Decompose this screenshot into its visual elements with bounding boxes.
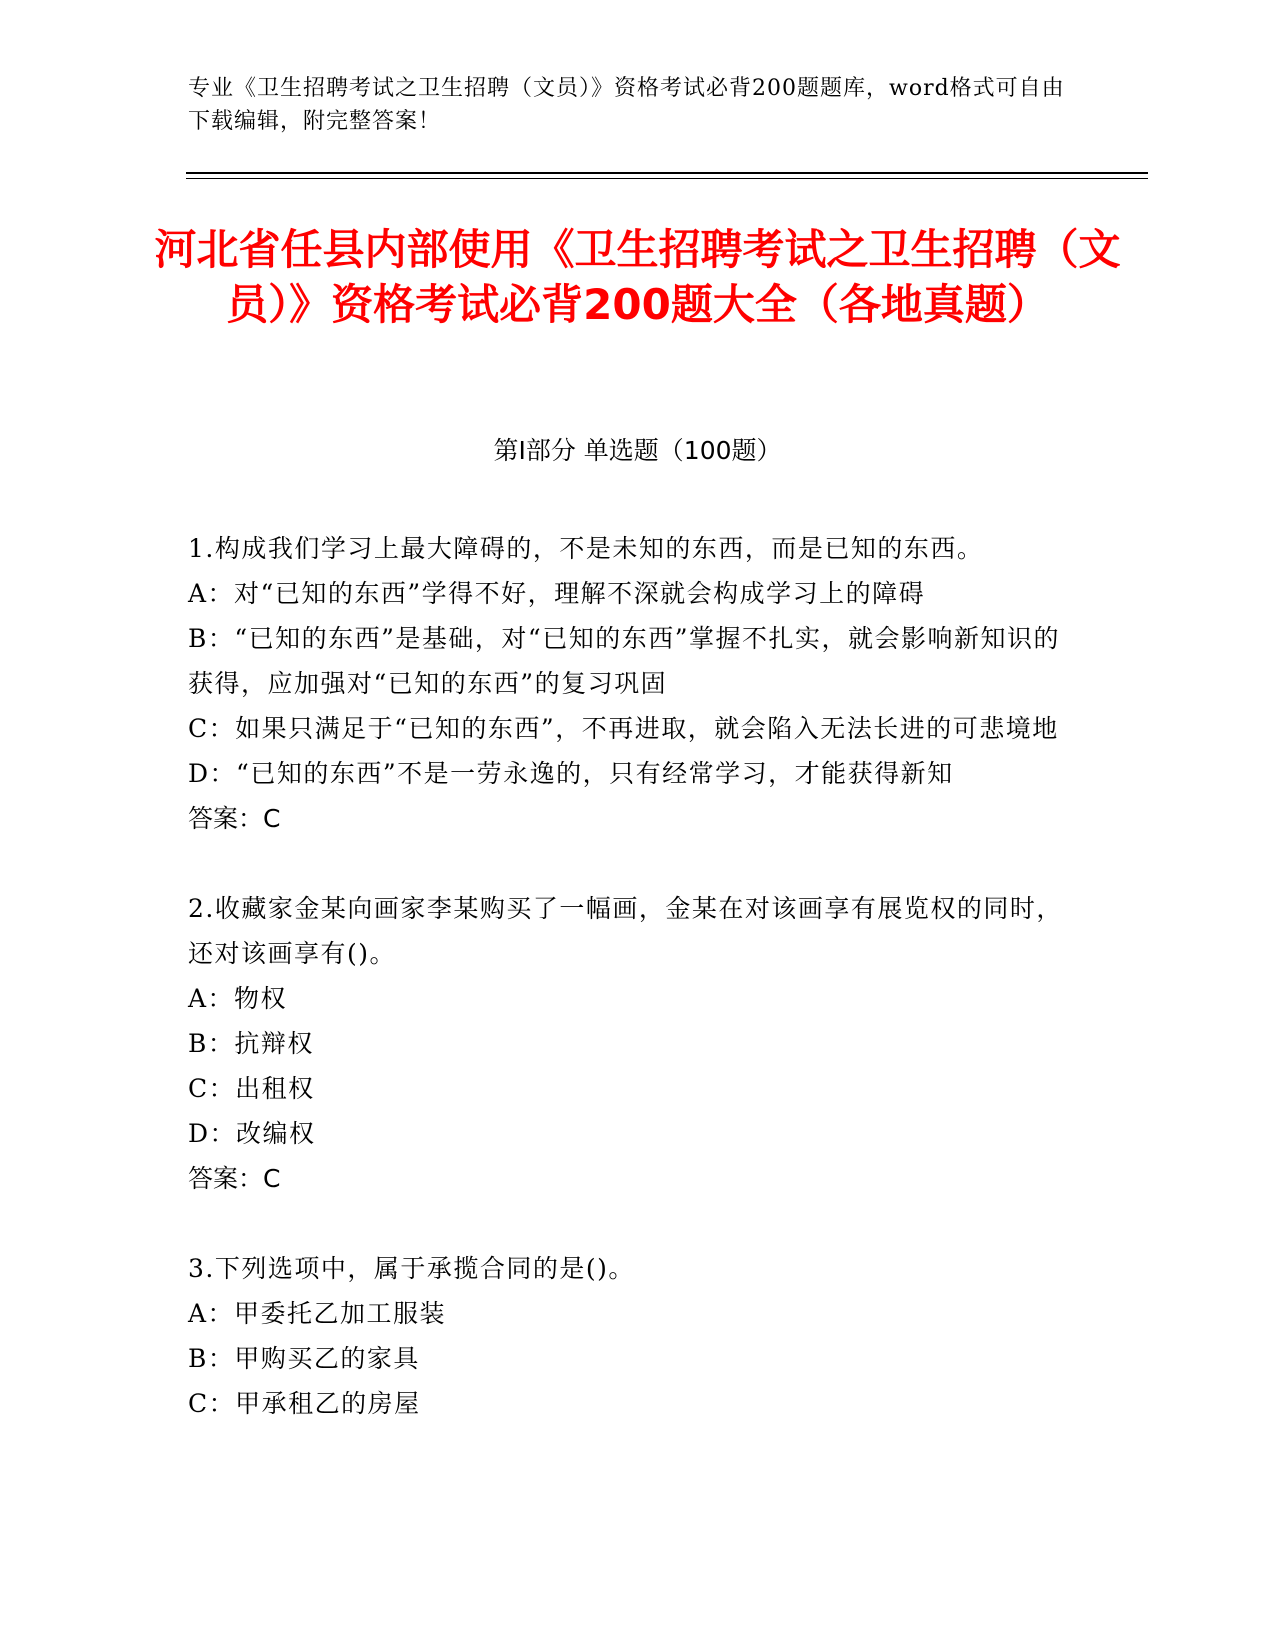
question-list [188, 526, 1068, 1471]
header-divider-thick [186, 172, 1148, 174]
question-stem: 3.下列选项中，属于承揽合同的是()。 [188, 1254, 635, 1283]
question-2 [188, 886, 1068, 1201]
question-1 [188, 526, 1068, 841]
option-b: B：抗辩权 [188, 1029, 314, 1058]
question-3 [188, 1246, 1068, 1426]
answer-line: 答案：C [188, 804, 281, 833]
option-d: D：改编权 [188, 1119, 316, 1148]
header-divider-thin [186, 178, 1148, 179]
header-note: 专业《卫生招聘考试之卫生招聘（文员）》资格考试必背200题题库，word格式可自由下载编辑，附完整答案！ [188, 76, 1065, 134]
question-stem: 1.构成我们学习上最大障碍的，不是未知的东西，而是已知的东西。 [188, 534, 984, 563]
document-title: 河北省任县内部使用《卫生招聘考试之卫生招聘（文员）》资格考试必背200题大全（各地真题） [154, 225, 1121, 329]
option-c: C：甲承租乙的房屋 [188, 1389, 421, 1418]
option-a: A：物权 [188, 984, 288, 1013]
option-b: B：甲购买乙的家具 [188, 1344, 420, 1373]
option-d: D：“已知的东西”不是一劳永逸的，只有经常学习，才能获得新知 [188, 759, 954, 788]
answer-line: 答案：C [188, 1164, 281, 1193]
section-heading: 第I部分 单选题（100题） [493, 436, 782, 465]
option-c: C：出租权 [188, 1074, 315, 1103]
question-stem: 2.收藏家金某向画家李某购买了一幅画，金某在对该画享有展览权的同时，还对该画享有()。 [188, 894, 1063, 968]
option-b: B：“已知的东西”是基础，对“已知的东西”掌握不扎实，就会影响新知识的获得，应加强对“已知的东西”的复习巩固 [188, 624, 1060, 698]
option-a: A：对“已知的东西”学得不好，理解不深就会构成学习上的障碍 [188, 579, 926, 608]
option-c: C：如果只满足于“已知的东西”，不再进取，就会陷入无法长进的可悲境地 [188, 714, 1059, 743]
option-a: A：甲委托乙加工服装 [188, 1299, 447, 1328]
